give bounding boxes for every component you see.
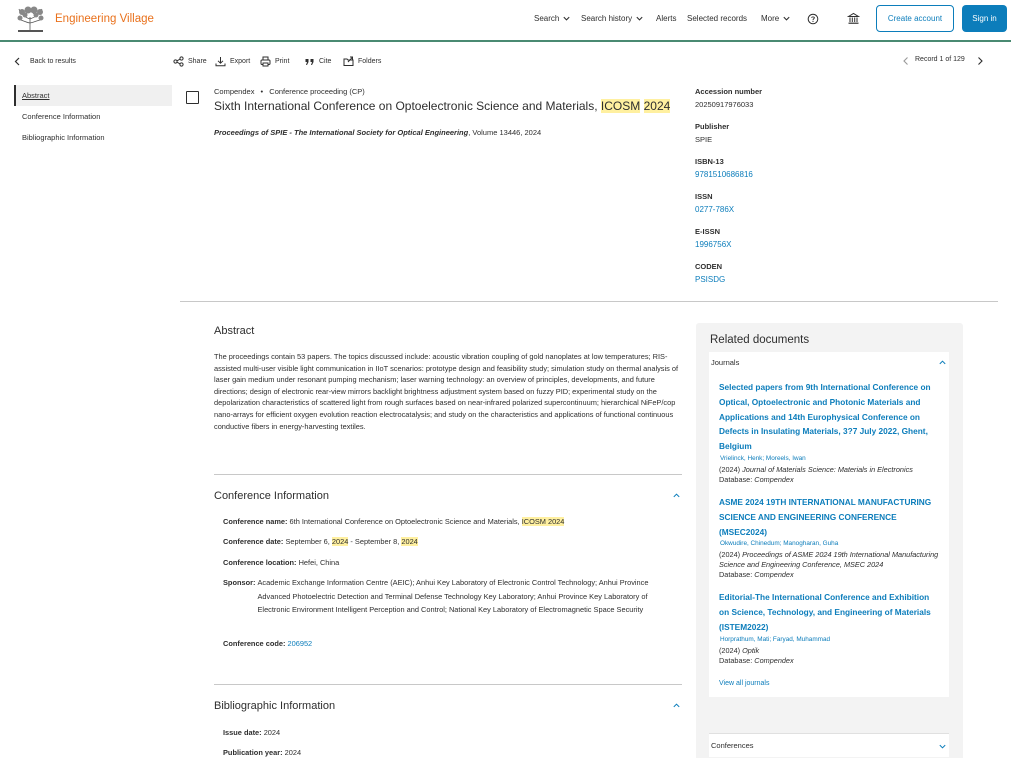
publisher-block: [695, 122, 895, 157]
database-label: Database:: [719, 474, 753, 484]
publisher-value: SPIE: [695, 135, 713, 144]
section-divider: [214, 684, 682, 685]
print-label: Print: [275, 58, 290, 65]
record-metadata: [695, 87, 895, 297]
conference-name-label: Conference name:: [223, 517, 288, 526]
chevron-left-icon: [12, 56, 23, 67]
publication-year-label: Publication year:: [223, 748, 283, 757]
conference-location-value: Hefei, China: [298, 558, 340, 567]
conference-date-highlight: 2024: [331, 537, 349, 546]
back-to-results-link[interactable]: [12, 56, 76, 67]
sponsor-label: Sponsor:: [223, 578, 256, 587]
related-item: [709, 380, 949, 485]
abstract-heading: Abstract: [214, 325, 255, 337]
publication-year-row: [223, 746, 301, 758]
brand-name[interactable]: Engineering Village: [55, 13, 154, 25]
issue-date-row: [223, 726, 280, 740]
related-item-year: (2024): [719, 645, 741, 655]
coden-label: CODEN: [695, 262, 723, 271]
chevron-down-icon: [562, 14, 571, 23]
cite-label: Cite: [319, 58, 332, 65]
chevron-up-icon: [938, 358, 947, 367]
related-documents-panel: [696, 323, 963, 758]
next-record-icon[interactable]: [975, 56, 985, 66]
database-name: Compendex: [214, 87, 255, 96]
record-meta: [214, 87, 365, 96]
nav-search-history[interactable]: [581, 14, 644, 23]
bibliographic-heading: Bibliographic Information: [214, 700, 336, 712]
related-item-title[interactable]: Selected papers from 9th International Conference on Optical, Optoelectronic and Photonic Materials and Applications and 14th Europhysical Conference on Defects in Insulating Materials, 3?7 July 2022, Ghent, Belgium: [719, 382, 931, 452]
meta-separator: •: [260, 87, 264, 96]
print-icon: [260, 56, 271, 67]
conference-date-end: - September 8,: [350, 537, 400, 546]
related-item-authors[interactable]: Okwudire, Chinedum; Manogharan, Guha: [720, 540, 839, 548]
issue-date-label: Issue date:: [223, 728, 262, 737]
previous-record-icon[interactable]: [901, 56, 911, 66]
conference-date-start: September 6,: [285, 537, 330, 546]
conference-heading: Conference Information: [214, 490, 329, 502]
isbn-label: ISBN-13: [695, 157, 724, 166]
related-item: [709, 495, 949, 580]
share-icon: [173, 56, 184, 67]
related-item-journal: Optik: [742, 645, 760, 655]
nav-search[interactable]: [534, 14, 571, 23]
section-divider: [214, 474, 682, 475]
title-highlight: ICOSM: [600, 99, 641, 113]
nav-more-label: More: [761, 14, 780, 23]
select-record-checkbox[interactable]: [186, 91, 199, 104]
related-item-authors[interactable]: Horprathum, Mati; Faryad, Muhammad: [720, 635, 831, 643]
source-volume: , Volume 13446, 2024: [468, 128, 542, 137]
nav-alerts-label: Alerts: [656, 14, 677, 23]
issn-link[interactable]: 0277-786X: [695, 205, 735, 214]
related-item-year: (2024): [719, 464, 741, 474]
nav-selected-records[interactable]: [687, 14, 747, 23]
print-button[interactable]: [260, 56, 289, 67]
folders-button[interactable]: [343, 56, 381, 67]
chevron-down-icon: [938, 742, 947, 751]
journals-label: Journals: [711, 357, 740, 367]
document-type: Conference proceeding (CP): [269, 87, 365, 96]
issue-date-value: 2024: [263, 728, 281, 737]
nav-search-label: Search: [534, 14, 560, 23]
conference-name-highlight: ICOSM 2024: [521, 517, 565, 526]
nav-search-history-label: Search history: [581, 14, 633, 23]
sign-in-button[interactable]: Sign in: [962, 5, 1007, 32]
accession-block: [695, 87, 895, 122]
title-highlight: 2024: [643, 99, 671, 113]
related-item-title[interactable]: Editorial-The International Conference and Exhibition on Science, Technology, and Engineering of Materials (ISTEM2022): [719, 592, 931, 632]
export-button[interactable]: [215, 56, 250, 67]
database-value: Compendex: [754, 570, 794, 580]
conference-location-row: [223, 556, 339, 570]
issn-label: ISSN: [695, 192, 713, 201]
title-text: Sixth International Conference on Optoelectronic Science and Materials,: [214, 99, 598, 113]
conference-date-highlight: 2024: [401, 537, 418, 546]
conference-name-row: [223, 515, 564, 529]
related-documents-heading: Related documents: [710, 334, 810, 346]
nav-selected-records-label: Selected records: [687, 14, 748, 23]
related-item-database: [719, 570, 941, 580]
chevron-down-icon: [635, 14, 644, 23]
download-icon: [215, 56, 226, 67]
related-item-source: [719, 550, 941, 570]
view-all-journals-link[interactable]: View all journals: [719, 679, 770, 687]
conference-code-label: Conference code:: [223, 639, 286, 648]
related-item-year: (2024): [719, 550, 741, 560]
chevron-down-icon: [782, 14, 791, 23]
record-counter: Record 1 of 129: [915, 56, 965, 63]
sidebar-item-conference-info[interactable]: Conference Information: [22, 112, 101, 121]
conference-date-row: [223, 535, 418, 549]
accession-label: Accession number: [695, 87, 763, 96]
conference-code-link[interactable]: 206952: [287, 639, 313, 648]
related-item-source: [719, 646, 941, 656]
isbn-link[interactable]: 9781510686816: [695, 170, 753, 179]
related-item-source: [719, 465, 941, 475]
sponsor-value: Academic Exchange Information Centre (AEIC); Anhui Key Laboratory of Electronic Control Technology; Anhui Province Advanced Photoelectric Detection and Terminal Defense Technology Key Laboratory; Anhui Province Key Laboratory of Electronic Environment Intelligent Perception and Control; National Key Laboratory of Electromagnetic Space Security: [257, 578, 649, 615]
journals-accordion[interactable]: [709, 352, 949, 372]
institution-icon[interactable]: [847, 12, 860, 25]
coden-link[interactable]: PSISDG: [695, 275, 726, 284]
eissn-block: [695, 227, 895, 262]
related-item-journal: Proceedings of ASME 2024 19th International Manufacturing Science and Engineering Conference, MSEC 2024: [719, 550, 939, 570]
header-divider: [180, 301, 998, 302]
related-item: [709, 590, 949, 665]
issn-block: [695, 192, 895, 227]
share-button[interactable]: [173, 56, 207, 67]
help-icon[interactable]: [807, 13, 819, 25]
export-label: Export: [230, 58, 251, 65]
accession-value: 20250917976033: [695, 100, 754, 109]
related-item-title[interactable]: ASME 2024 19TH INTERNATIONAL MANUFACTURING SCIENCE AND ENGINEERING CONFERENCE (MSEC2024): [719, 496, 932, 537]
collapse-conference-icon[interactable]: [672, 491, 681, 500]
eissn-link[interactable]: 1996756X: [695, 240, 732, 249]
abstract-text: The proceedings contain 53 papers. The topics discussed include: acoustic vibration coupling of gold nanoplates at low temperatures; RIS-assisted multi-user visible light communication in IIoT scenarios: prototype design and feasibility study; simulation study on thermal analysis of laser gain medium under resonant pumping mechanism; laser warning technology: an overview of principles, developments, and future directions; design of electronic rear-view mirrors backlight brightness adjustment system based on fuzzy PID; experimental study on the depolarization characteristics of scattered light from rough surfaces based on near-infrared polarized supercontinuum; hierarchical NiFeP/cop nano-arrays for efficient oxygen evolution reaction electrocatalysis; and study on the characteristics and applications of functional continuous conductive fibers in energy-harvesting textiles.: [214, 352, 679, 431]
nav-more[interactable]: [761, 14, 791, 23]
conferences-label: Conferences: [711, 741, 754, 750]
cite-button[interactable]: [304, 56, 331, 67]
folders-label: Folders: [358, 58, 382, 65]
back-label: Back to results: [30, 58, 76, 65]
conference-date-label: Conference date:: [223, 537, 284, 546]
database-value: Compendex: [754, 474, 794, 484]
elsevier-tree-logo-icon[interactable]: [14, 5, 47, 33]
nav-alerts[interactable]: [656, 14, 676, 23]
eissn-label: E-ISSN: [695, 227, 721, 236]
isbn-block: [695, 157, 895, 192]
share-label: Share: [188, 58, 207, 65]
database-label: Database:: [719, 655, 753, 665]
quote-icon: [304, 56, 315, 67]
related-item-database: [719, 656, 941, 666]
folder-add-icon: [343, 56, 354, 67]
source-journal: Proceedings of SPIE - The International Society for Optical Engineering: [214, 128, 469, 137]
related-item-authors[interactable]: Vrielinck, Henk; Moreels, Iwan: [720, 454, 806, 462]
sidebar-item-abstract[interactable]: Abstract: [14, 85, 172, 106]
sidebar-item-bibliographic-info[interactable]: Bibliographic Information: [22, 133, 105, 142]
record-title: [214, 99, 670, 113]
publisher-label: Publisher: [695, 122, 730, 131]
section-nav: [14, 85, 172, 148]
sponsor-row: [223, 576, 678, 617]
record-source: [214, 128, 541, 137]
create-account-button[interactable]: Create account: [876, 5, 954, 32]
conference-name-value: 6th International Conference on Optoelectronic Science and Materials,: [289, 517, 520, 526]
database-label: Database:: [719, 570, 753, 580]
related-journals-panel: [709, 352, 949, 697]
related-item-journal: Journal of Materials Science: Materials in Electronics: [742, 464, 913, 474]
conference-location-label: Conference location:: [223, 558, 297, 567]
conferences-accordion[interactable]: [709, 733, 949, 757]
collapse-bibliographic-icon[interactable]: [672, 701, 681, 710]
coden-block: [695, 262, 895, 297]
publication-year-value: 2024: [284, 748, 302, 757]
conference-code-row: [223, 637, 312, 651]
record-toolbar: [0, 44, 1011, 78]
database-value: Compendex: [754, 655, 794, 665]
related-item-database: [719, 475, 941, 485]
top-header: [0, 0, 1011, 42]
